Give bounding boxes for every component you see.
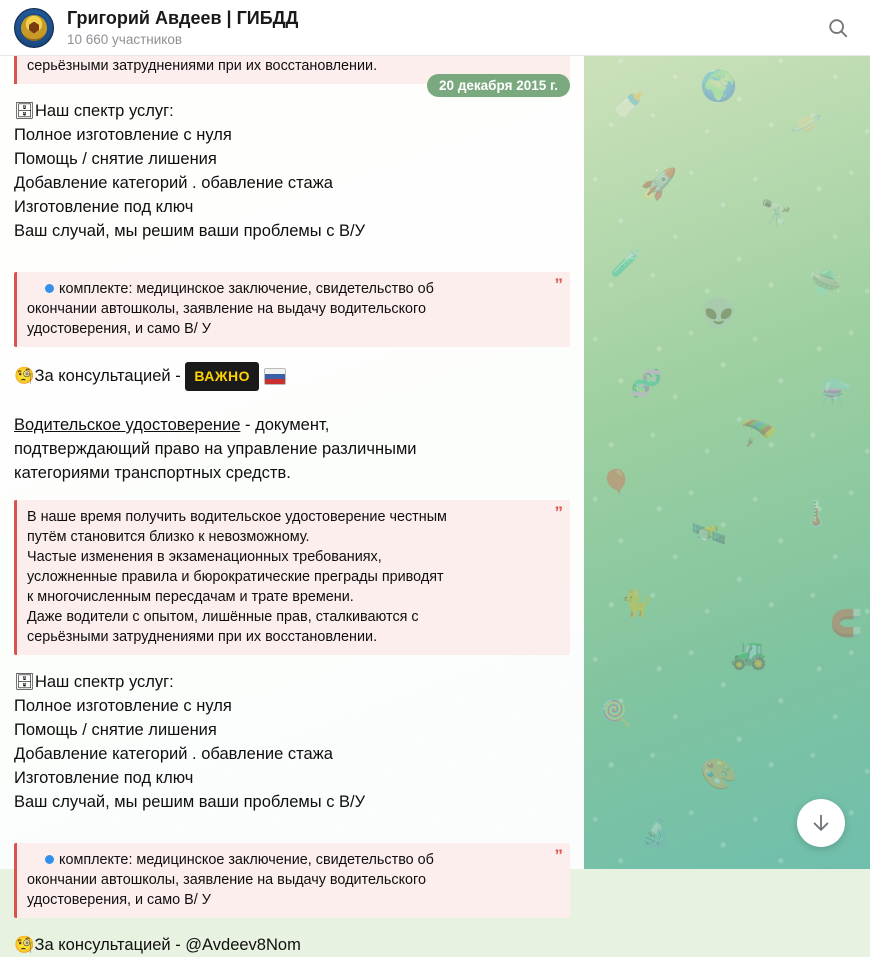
doodle-icon: 🛰️ [690,518,728,551]
quote-mark-icon: ” [554,846,563,865]
doodle-icon: 🔬 [640,818,673,848]
quote-line [27,279,544,299]
chat-header [0,0,870,56]
quote-line: серьёзными затруднениями при их восстановлении. [27,58,378,74]
definition-rest: - документ, [240,416,330,434]
quote-line: удостоверения, и само В/ У [27,892,211,908]
quote-line: усложненные правила и бюрократические преграды приводят [27,569,444,585]
channel-avatar[interactable] [14,8,54,48]
doodle-icon: 🎈 [600,468,633,498]
doodle-icon: 🔭 [760,198,793,228]
message-line: Ваш случай, мы решим ваши проблемы с В/У [14,793,366,811]
bullet-dot-icon [45,855,54,864]
flag-icon [264,368,286,385]
message-line [14,413,570,437]
quote-line: к многочисленным пересдачам и трате времени. [27,589,354,605]
message-services-1 [0,91,584,243]
doodle-icon: 🧪 [610,248,643,278]
quote-line: окончании автошколы, заявление на выдачу водительского [27,872,426,888]
doodle-icon: 🚀 [640,168,678,201]
doodle-icon: 🛸 [810,268,843,298]
doodle-icon: 🪂 [740,418,778,451]
gibdd-emblem-icon [21,15,47,41]
message-consultation-1 [0,354,584,391]
message-consultation-2 [0,925,584,957]
doodle-icon: 🐈 [620,588,653,618]
message-line: 🗄Наш спектр услуг: [14,673,174,691]
members-count: 10 660 участников [67,31,183,47]
vazhno-badge: ВАЖНО [185,362,259,391]
message-line: 🧐За консультацией - @Avdeev8Nom [14,936,301,954]
message-line: категориями транспортных средств. [14,464,291,482]
message-line: Помощь / снятие лишения [14,721,217,739]
header-titles [67,8,298,48]
message-line [14,362,570,391]
message-line: Ваш случай, мы решим ваши проблемы с В/У [14,222,366,240]
consultation-prefix: 🧐За консультацией - [14,366,186,385]
message-line: Помощь / снятие лишения [14,150,217,168]
quote-line: Частые изменения в экзаменационных требованиях, [27,549,382,565]
message-line: Изготовление под ключ [14,198,194,216]
message-line: Добавление категорий . обавление стажа [14,174,333,192]
quote-line: Даже водители с опытом, лишённые прав, сталкиваются с [27,609,419,625]
doodle-icon: 🚜 [730,638,768,671]
bullet-dot-icon [45,284,54,293]
date-badge: 20 декабря 2015 г. [427,74,570,97]
message-line: Добавление категорий . обавление стажа [14,745,333,763]
message-line: Полное изготовление с нуля [14,126,232,144]
doodle-icon: 🌡️ [800,498,833,528]
quote-block [14,272,570,347]
quote-line: окончании автошколы, заявление на выдачу водительского [27,301,426,317]
doodle-icon: 🌍 [700,70,738,103]
definition-term: Водительское удостоверение [14,416,241,434]
quote-mark-icon: ” [554,275,563,294]
arrow-down-icon[interactable] [797,799,845,847]
doodle-icon: 🍭 [600,698,633,728]
message-line: подтверждающий право на управление различными [14,440,417,458]
quote-text: комплекте: медицинское заключение, свидетельство об [59,852,434,868]
quote-line: путём становится близко к невозможному. [27,529,310,545]
doodle-icon: 👽 [700,298,738,331]
message-line: Полное изготовление с нуля [14,697,232,715]
quote-line: серьёзными затруднениями при их восстановлении. [27,629,378,645]
search-icon[interactable] [820,10,856,46]
doodle-icon: 🧬 [630,368,663,398]
doodle-icon: 🍼 [612,90,645,120]
message-definition [0,413,584,485]
quote-block [14,500,570,655]
quote-line: В наше время получить водительское удостоверение честным [27,509,447,525]
doodle-icon: 🎨 [700,758,738,791]
quote-line [27,850,544,870]
quote-mark-icon: ” [554,503,563,522]
message-line: Изготовление под ключ [14,769,194,787]
quote-text: комплекте: медицинское заключение, свидетельство об [59,281,434,297]
message-list[interactable] [0,56,584,954]
page-title: Григорий Авдеев | ГИБДД [67,7,299,28]
message-services-2 [0,662,584,814]
doodle-icon: 🧲 [830,608,863,638]
message-line: 🗄Наш спектр услуг: [14,102,174,120]
doodle-icon: 🪐 [790,108,823,138]
doodle-icon: ⚗️ [820,378,853,408]
quote-line: удостоверения, и само В/ У [27,321,211,337]
quote-block [14,843,570,918]
